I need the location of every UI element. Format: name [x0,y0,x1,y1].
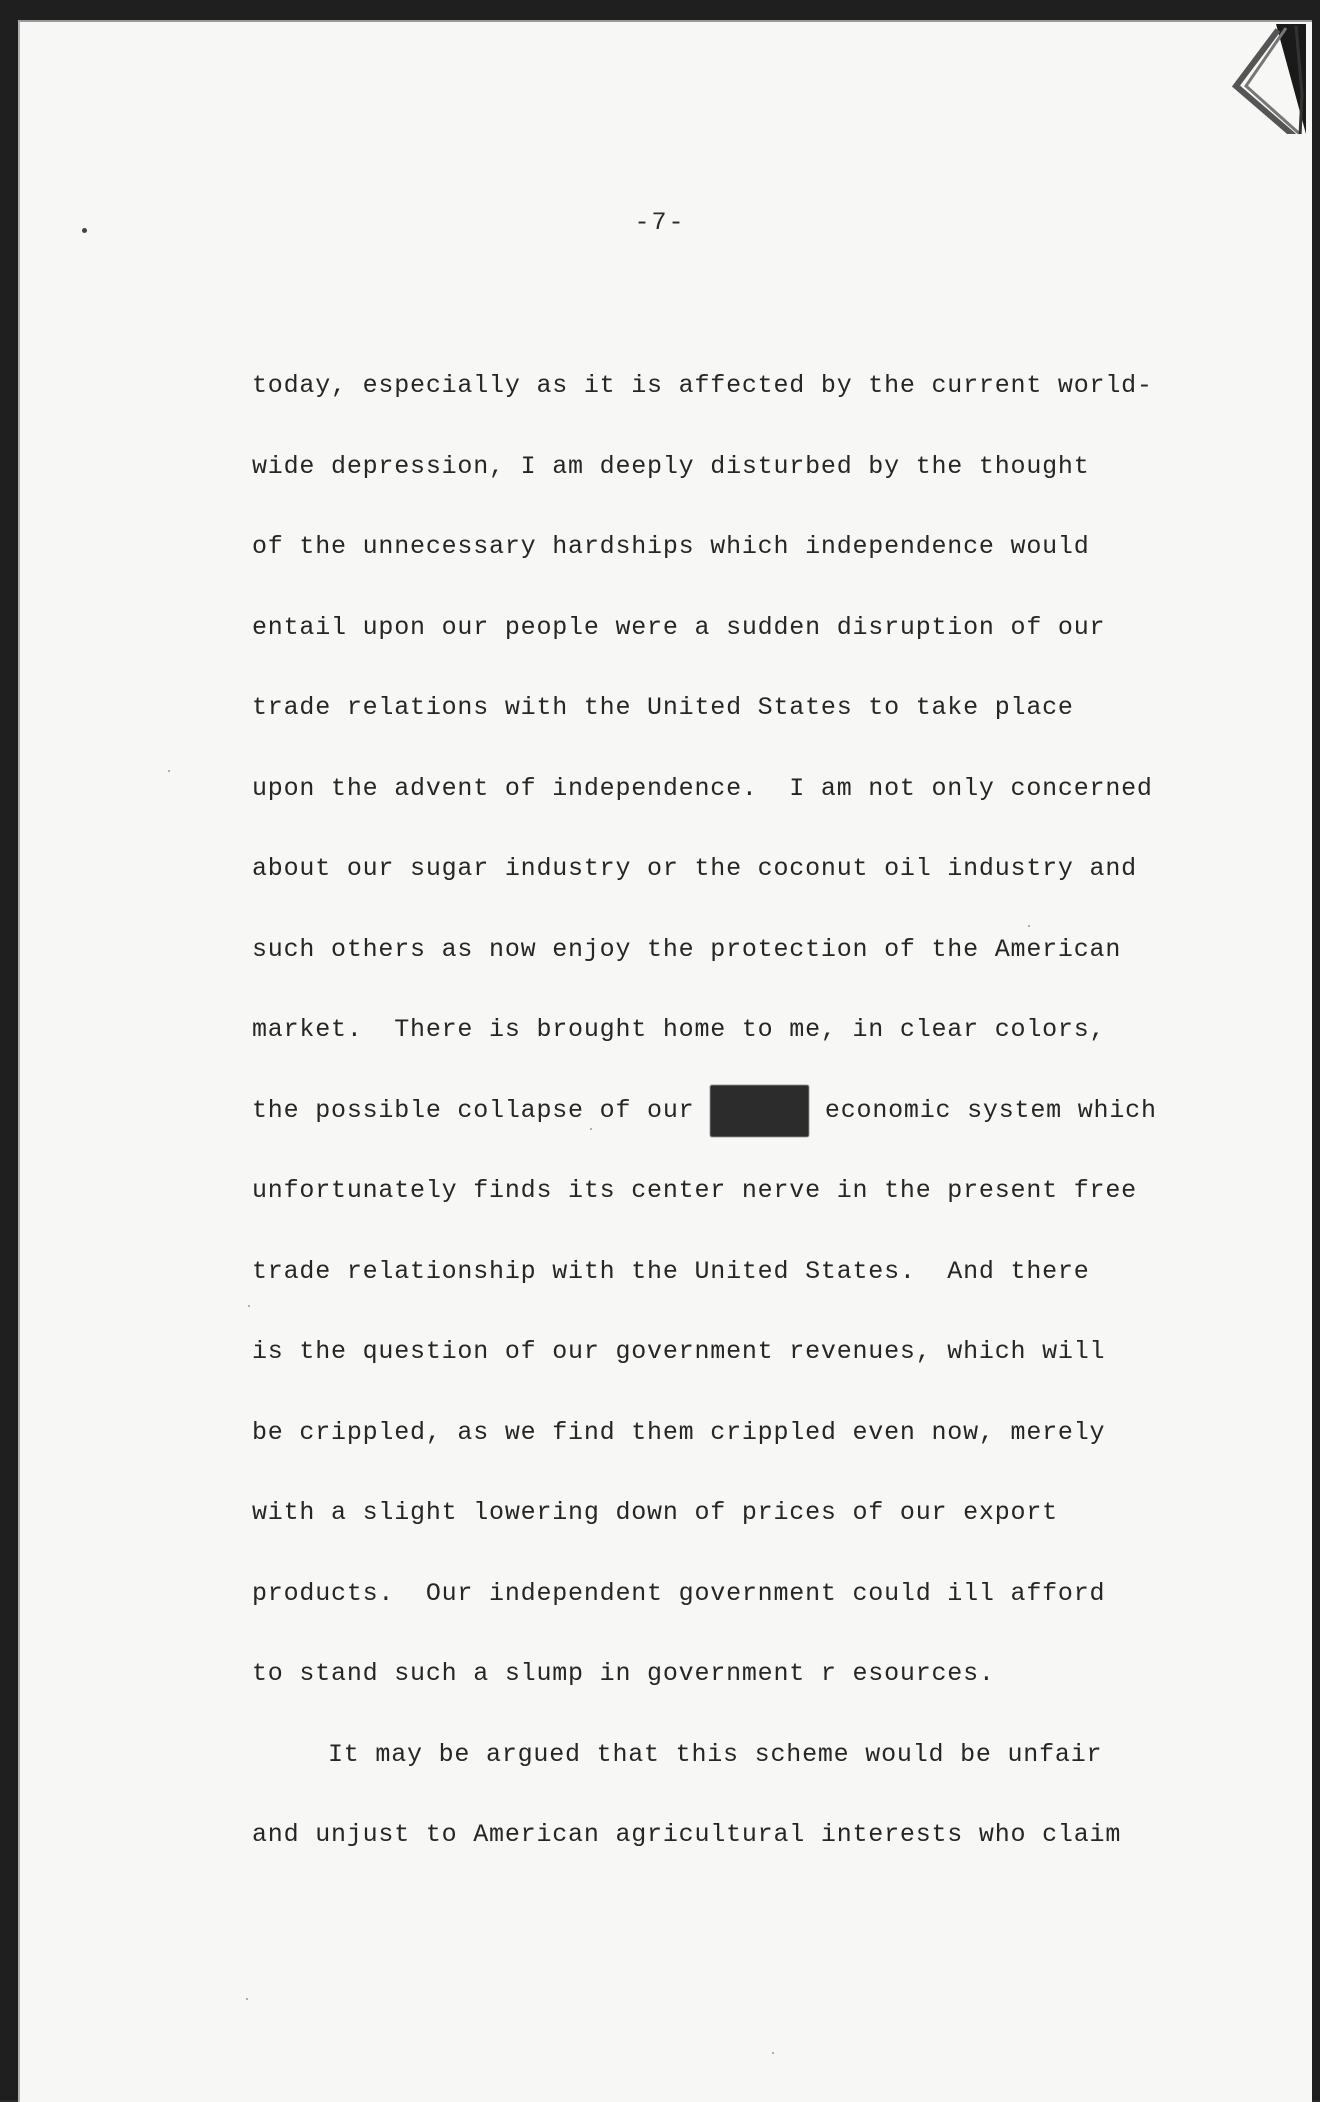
paper-speck [248,1305,250,1307]
text-line: It may be argued that this scheme would be unfair [328,1739,1103,1769]
text-line: market. There is brought home to me, in clear colors, [252,1015,1106,1044]
text-line: products. Our independent government could ill afford [252,1578,1106,1608]
text-line: about our sugar industry or the coconut oil industry and [252,854,1137,883]
text-line: is the question of our government revenues, which will [252,1337,1106,1366]
folded-corner-icon [1216,24,1306,134]
text-line: with a slight lowering down of prices of our export [252,1498,1058,1527]
text-line: trade relationship with the United States. And there [252,1256,1090,1286]
text-segment: economic system which [809,1095,1157,1125]
text-line: trade relations with the United States to take place [252,693,1074,722]
text-line: wide depression, I am deeply disturbed by the thought [252,451,1090,481]
text-line: such others as now enjoy the protection of the American [252,934,1122,964]
text-line [252,1085,1192,1166]
text-line: and unjust to American agricultural interests who claim [252,1820,1122,1849]
page-number: -7- [634,208,686,237]
text-line: upon the advent of independence. I am not only concerned [252,773,1153,803]
text-line: of the unnecessary hardships which independence would [252,532,1090,561]
text-line: be crippled, as we find them crippled even now, merely [252,1417,1106,1447]
struck-out-word: xxxxxx [710,1085,809,1137]
text-line: unfortunately finds its center nerve in the present free [252,1176,1137,1205]
text-segment: the possible collapse of our [252,1095,711,1125]
paper-speck [168,770,170,772]
body-text [252,360,1192,1890]
text-line: to stand such a slump in government r esources. [252,1659,995,1688]
paper-speck [246,1998,248,2000]
paper-speck [772,2052,774,2054]
text-line: today, especially as it is affected by the current world- [252,371,1153,400]
text-line: entail upon our people were a sudden disruption of our [252,612,1106,642]
